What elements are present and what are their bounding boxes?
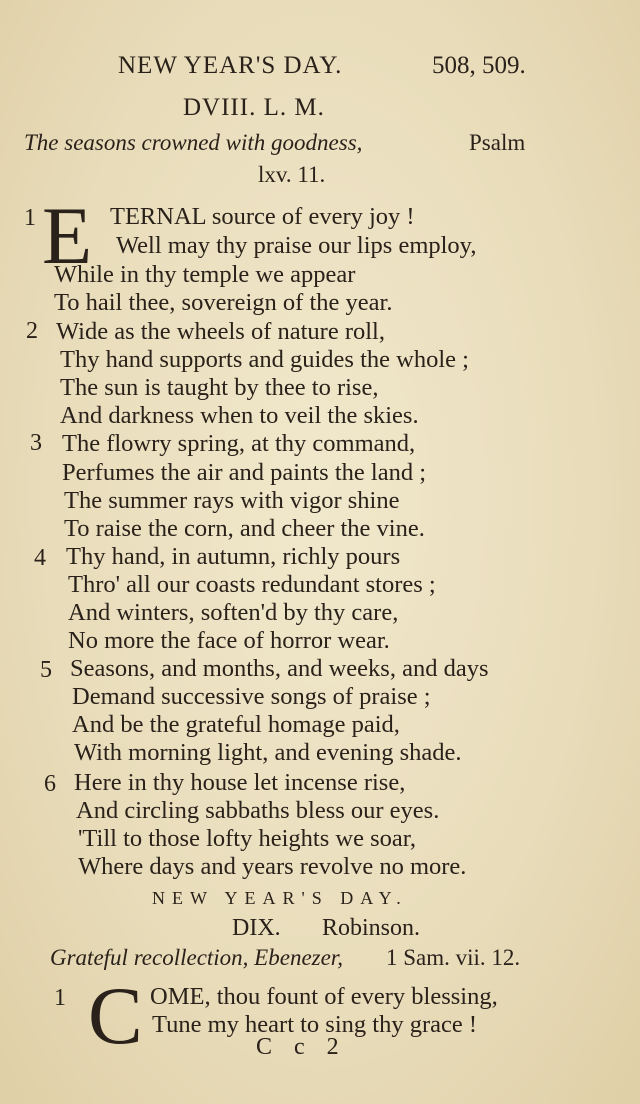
hymn-subject: Grateful recollection, Ebenezer,: [50, 945, 343, 970]
section-title: NEW YEAR'S DAY.: [152, 888, 408, 908]
verse-line: TERNAL source of every joy !: [110, 203, 415, 230]
verse-line: The sun is taught by thee to rise,: [60, 374, 379, 401]
verse-line: Seasons, and months, and weeks, and days: [70, 655, 489, 682]
tune-source: Robinson.: [322, 915, 421, 941]
stanza-number: 1: [24, 205, 36, 231]
stanza-number: 1: [54, 985, 66, 1011]
scripture-reference: Psalm: [469, 130, 526, 155]
verse-line: Thro' all our coasts redundant stores ;: [68, 571, 436, 598]
scripture-reference: 1 Sam. vii. 12.: [386, 945, 521, 970]
verse-line: Well may thy praise our lips employ,: [116, 232, 477, 259]
verse-line: No more the face of horror wear.: [68, 627, 390, 654]
drop-cap: E: [42, 190, 93, 281]
verse-line: Tune my heart to sing thy grace !: [152, 1011, 478, 1038]
verse-line: While in thy temple we appear: [54, 261, 356, 288]
stanza-number: 2: [26, 318, 38, 344]
stanza-number: 3: [30, 430, 42, 456]
verse-line: With morning light, and evening shade.: [74, 739, 462, 766]
tune-name: DIX.: [232, 915, 281, 941]
verse-line: Perfumes the air and paints the land ;: [62, 459, 426, 486]
hymn-subject: The seasons crowned with goodness,: [24, 130, 363, 155]
signature-mark: C c 2: [256, 1034, 347, 1060]
scripture-reference-verse: lxv. 11.: [258, 162, 326, 187]
verse-line: Demand successive songs of praise ;: [72, 683, 431, 710]
page-numbers: 508, 509.: [432, 52, 526, 79]
stanza-number: 4: [34, 545, 46, 571]
verse-line: 'Till to those lofty heights we soar,: [78, 825, 417, 852]
verse-line: And be the grateful homage paid,: [72, 711, 400, 738]
stanza-number: 5: [40, 657, 52, 683]
stanza-number: 6: [44, 771, 56, 797]
verse-line: And darkness when to veil the skies.: [60, 402, 419, 429]
verse-line: Here in thy house let incense rise,: [74, 769, 406, 796]
hymn-number-meter: DVIII. L. M.: [183, 94, 325, 121]
verse-line: To hail thee, sovereign of the year.: [54, 289, 393, 316]
verse-line: Wide as the wheels of nature roll,: [56, 318, 385, 345]
verse-line: Thy hand supports and guides the whole ;: [60, 346, 469, 373]
running-title: NEW YEAR'S DAY.: [118, 52, 343, 79]
verse-line: Thy hand, in autumn, richly pours: [66, 543, 401, 570]
verse-line: Where days and years revolve no more.: [78, 853, 467, 880]
verse-line: The summer rays with vigor shine: [64, 487, 400, 514]
verse-line: The flowry spring, at thy command,: [62, 430, 416, 457]
drop-cap: C: [88, 970, 143, 1061]
verse-line: To raise the corn, and cheer the vine.: [64, 515, 425, 542]
verse-line: And winters, soften'd by thy care,: [68, 599, 399, 626]
verse-line: And circling sabbaths bless our eyes.: [76, 797, 440, 824]
verse-line: OME, thou fount of every blessing,: [150, 983, 498, 1010]
